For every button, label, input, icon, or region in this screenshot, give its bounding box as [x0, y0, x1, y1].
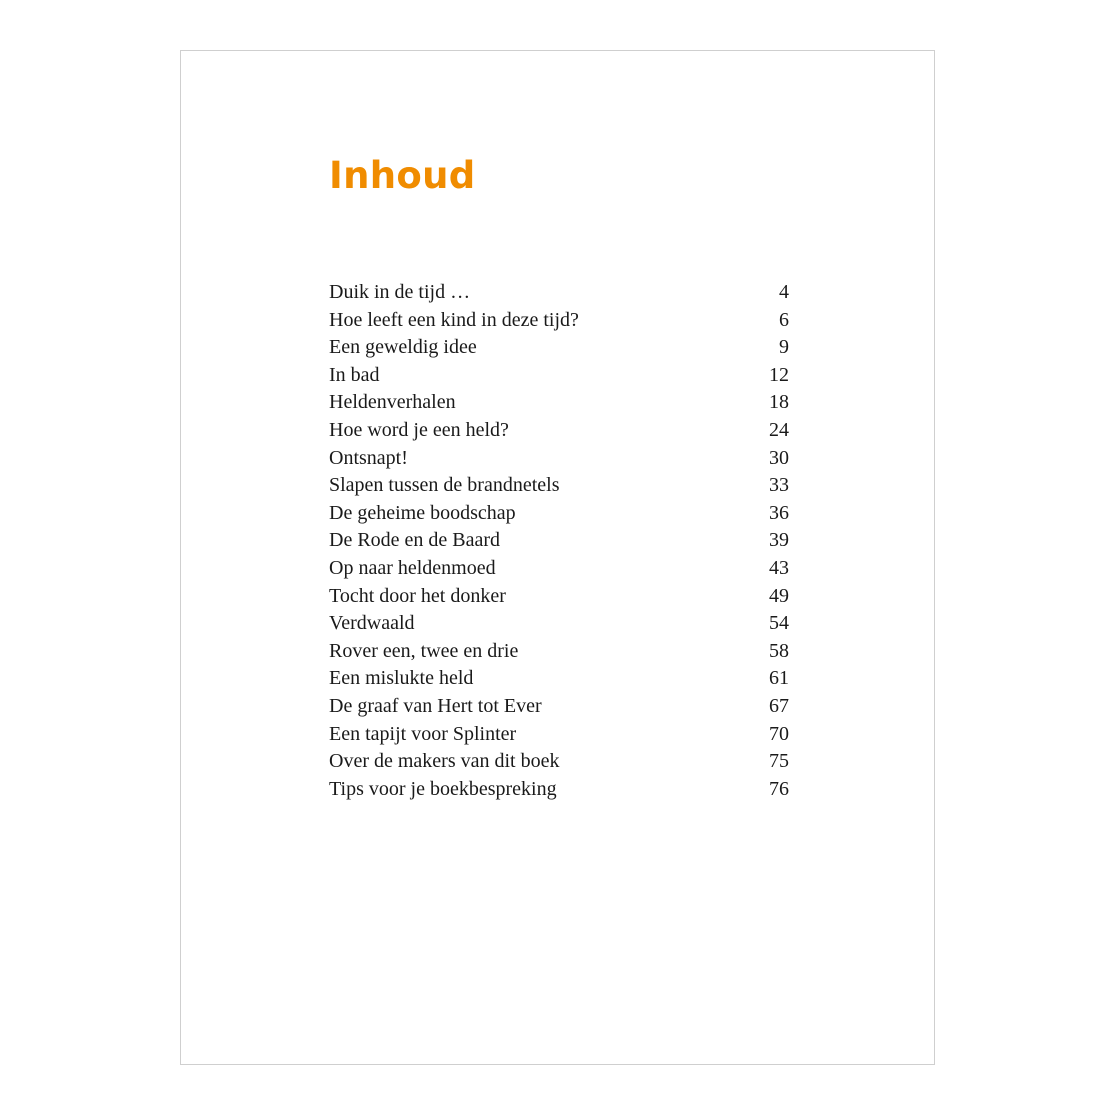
toc-entry	[329, 417, 789, 445]
toc-entry-page-number: 54	[769, 612, 789, 635]
toc-entry-page-number: 24	[769, 418, 789, 441]
toc-entry-title: Hoe leeft een kind in deze tijd?	[329, 308, 579, 331]
toc-entry	[329, 362, 789, 390]
toc-entry-page-number: 61	[769, 667, 789, 690]
toc-entry-title: Over de makers van dit boek	[329, 750, 560, 773]
toc-entry-page-number: 75	[769, 750, 789, 773]
toc-entry	[329, 307, 789, 335]
toc-entry	[329, 279, 789, 307]
toc-entry	[329, 334, 789, 362]
toc-entry-title: Een tapijt voor Splinter	[329, 722, 517, 745]
toc-entry	[329, 748, 789, 776]
toc-entry	[329, 610, 789, 638]
toc-entry-page-number: 33	[769, 474, 789, 497]
toc-entry-title: De graaf van Hert tot Ever	[329, 694, 542, 717]
toc-entry	[329, 389, 789, 417]
toc-entry-title: Heldenverhalen	[329, 391, 456, 414]
toc-entry-title: Rover een, twee en drie	[329, 639, 519, 662]
toc-entry	[329, 721, 789, 749]
toc-entry-page-number: 58	[769, 639, 789, 662]
toc-entry	[329, 638, 789, 666]
toc-entry	[329, 583, 789, 611]
toc-entry-title: Op naar heldenmoed	[329, 556, 496, 579]
toc-entry-title: Verdwaald	[329, 612, 415, 635]
toc-entry-title: Tips voor je boekbespreking	[329, 777, 557, 800]
toc-entry-title: Duik in de tijd …	[329, 281, 471, 303]
book-page	[180, 50, 935, 1065]
toc-entry-title: Slapen tussen de brandnetels	[329, 474, 560, 497]
toc-entry-title: De Rode en de Baard	[329, 529, 501, 552]
toc-entry-title: Ontsnapt!	[329, 446, 408, 469]
toc-entry-page-number: 4	[779, 281, 789, 303]
toc-entry-page-number: 39	[769, 529, 789, 552]
toc-entry	[329, 776, 789, 804]
toc-entry-page-number: 70	[769, 722, 789, 745]
toc-entry-title: De geheime boodschap	[329, 501, 516, 524]
toc-entry-page-number: 12	[769, 363, 789, 386]
toc-entry	[329, 472, 789, 500]
toc-entry-title: Een mislukte held	[329, 667, 474, 690]
toc-entry-page-number: 30	[769, 446, 789, 469]
toc-entry-page-number: 67	[769, 694, 789, 717]
toc-entry-title: In bad	[329, 363, 380, 386]
toc-entry-page-number: 76	[769, 777, 789, 800]
toc-entry-title: Hoe word je een held?	[329, 418, 509, 441]
toc-entry	[329, 555, 789, 583]
toc-entry	[329, 445, 789, 473]
toc-entry-page-number: 18	[769, 391, 789, 414]
page-title: Inhoud	[329, 154, 476, 197]
toc-entry	[329, 500, 789, 528]
toc-entry-page-number: 6	[779, 308, 789, 331]
toc-entry-page-number: 49	[769, 584, 789, 607]
table-of-contents	[329, 279, 789, 803]
toc-entry	[329, 693, 789, 721]
toc-entry	[329, 527, 789, 555]
toc-entry	[329, 665, 789, 693]
toc-entry-title: Een geweldig idee	[329, 336, 477, 359]
toc-entry-page-number: 36	[769, 501, 789, 524]
toc-entry-page-number: 9	[779, 336, 789, 359]
toc-entry-page-number: 43	[769, 556, 789, 579]
toc-entry-title: Tocht door het donker	[329, 584, 506, 607]
